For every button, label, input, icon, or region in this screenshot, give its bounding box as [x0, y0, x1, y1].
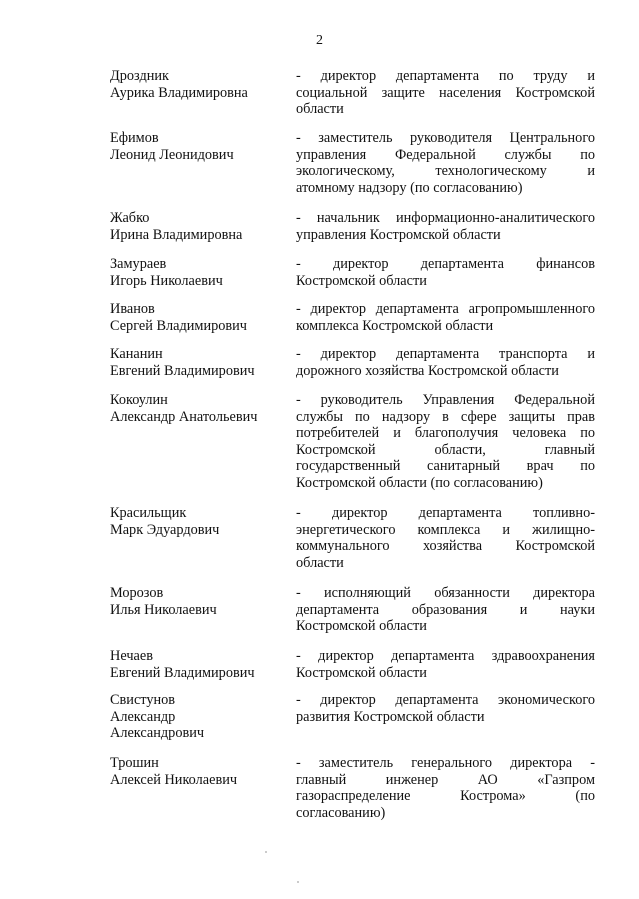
- member-surname: Свистунов: [110, 692, 176, 708]
- role-line: согласованию): [296, 804, 386, 821]
- role-line: Костромской области: [296, 272, 427, 289]
- role-line: - директор департамента финансов: [296, 256, 595, 272]
- member-role: [296, 346, 595, 379]
- role-line: Костромской области (по согласованию): [296, 474, 543, 491]
- role-line: - начальник информационно-аналитического: [296, 210, 595, 226]
- member-given-name: Алексей Николаевич: [110, 771, 238, 788]
- role-line: главный инженер АО «Газпром: [296, 771, 595, 788]
- role-line: дорожного хозяйства Костромской области: [296, 362, 559, 379]
- role-line: - директор департамента транспорта и: [296, 346, 595, 362]
- role-line: - исполняющий обязанности директора: [296, 585, 595, 601]
- role-line: - директор департамента топливно-: [296, 505, 595, 521]
- member-role: [296, 648, 595, 681]
- role-line: управления Костромской области: [296, 226, 501, 243]
- member-surname: Кокоулин: [110, 392, 168, 408]
- role-line: области: [296, 554, 344, 571]
- member-surname: Кананин: [110, 346, 163, 362]
- role-line: коммунального хозяйства Костромской: [296, 538, 595, 555]
- role-line: атомному надзору (по согласованию): [296, 179, 523, 196]
- role-line: - директор департамента по труду и: [296, 68, 595, 84]
- role-line: службы по надзору в сфере защиты прав: [296, 408, 595, 425]
- role-line: - директор департамента агропромышленного: [296, 301, 595, 317]
- member-given-name: Александр: [110, 708, 176, 725]
- member-name: [110, 346, 290, 379]
- role-line: Костромской области: [296, 664, 427, 681]
- role-line: области: [296, 101, 344, 118]
- member-role: [296, 755, 595, 821]
- member-given-name: Александр Анатольевич: [110, 408, 258, 425]
- member-name: [110, 505, 290, 538]
- member-name: [110, 692, 290, 742]
- role-line: социальной защите населения Костромской: [296, 84, 595, 101]
- role-line: - руководитель Управления Федеральной: [296, 392, 595, 408]
- role-line: развития Костромской области: [296, 708, 485, 725]
- member-given-name: Евгений Владимирович: [110, 664, 255, 681]
- member-surname: Морозов: [110, 585, 164, 601]
- member-name: [110, 301, 290, 334]
- member-surname: Жабко: [110, 210, 150, 226]
- member-role: [296, 130, 595, 196]
- member-role: [296, 256, 595, 289]
- member-role: [296, 392, 595, 492]
- role-line: Костромской области: [296, 618, 427, 635]
- member-given-name: Игорь Николаевич: [110, 272, 223, 289]
- role-line: - заместитель генерального директора -: [296, 755, 595, 771]
- member-given-name: Леонид Леонидович: [110, 146, 234, 163]
- member-name: [110, 755, 290, 788]
- page-number: 2: [316, 33, 323, 48]
- member-name: [110, 68, 290, 101]
- member-surname: Трошин: [110, 755, 159, 771]
- member-given-name: Илья Николаевич: [110, 601, 217, 618]
- member-role: [296, 301, 595, 334]
- member-given-name: Марк Эдуардович: [110, 521, 220, 538]
- role-line: департамента образования и науки: [296, 601, 595, 618]
- member-surname: Ефимов: [110, 130, 159, 146]
- member-role: [296, 210, 595, 243]
- member-given-name: Ирина Владимировна: [110, 226, 243, 243]
- member-role: [296, 68, 595, 118]
- member-given-name: Аурика Владимировна: [110, 84, 248, 101]
- member-surname: Нечаев: [110, 648, 153, 664]
- member-surname: Красильщик: [110, 505, 187, 521]
- role-line: управления Федеральной службы по: [296, 146, 595, 163]
- role-line: комплекса Костромской области: [296, 317, 494, 334]
- member-role: [296, 505, 595, 571]
- role-line: экологическому, технологическому и: [296, 163, 595, 180]
- role-line: - заместитель руководителя Центрального: [296, 130, 595, 146]
- member-surname: Иванов: [110, 301, 155, 317]
- scan-speck: [297, 881, 299, 883]
- member-given-name: Сергей Владимирович: [110, 317, 247, 334]
- member-name: [110, 256, 290, 289]
- role-line: - директор департамента здравоохранения: [296, 648, 595, 664]
- role-line: потребителей и благополучия человека по: [296, 425, 595, 442]
- member-name: [110, 392, 290, 425]
- role-line: газораспределение Кострома» (по: [296, 788, 595, 805]
- member-given-name: Евгений Владимирович: [110, 362, 255, 379]
- scan-speck: [265, 851, 267, 853]
- member-surname: Замураев: [110, 256, 167, 272]
- role-line: Костромской области, главный: [296, 441, 595, 458]
- member-name: [110, 130, 290, 163]
- role-line: государственный санитарный врач по: [296, 458, 595, 475]
- member-name: [110, 648, 290, 681]
- member-role: [296, 692, 595, 725]
- member-name: [110, 210, 290, 243]
- role-line: энергетического комплекса и жилищно-: [296, 521, 595, 538]
- member-given-name-continued: Александрович: [110, 725, 205, 742]
- member-name: [110, 585, 290, 618]
- member-role: [296, 585, 595, 635]
- role-line: - директор департамента экономического: [296, 692, 595, 708]
- member-surname: Дроздник: [110, 68, 169, 84]
